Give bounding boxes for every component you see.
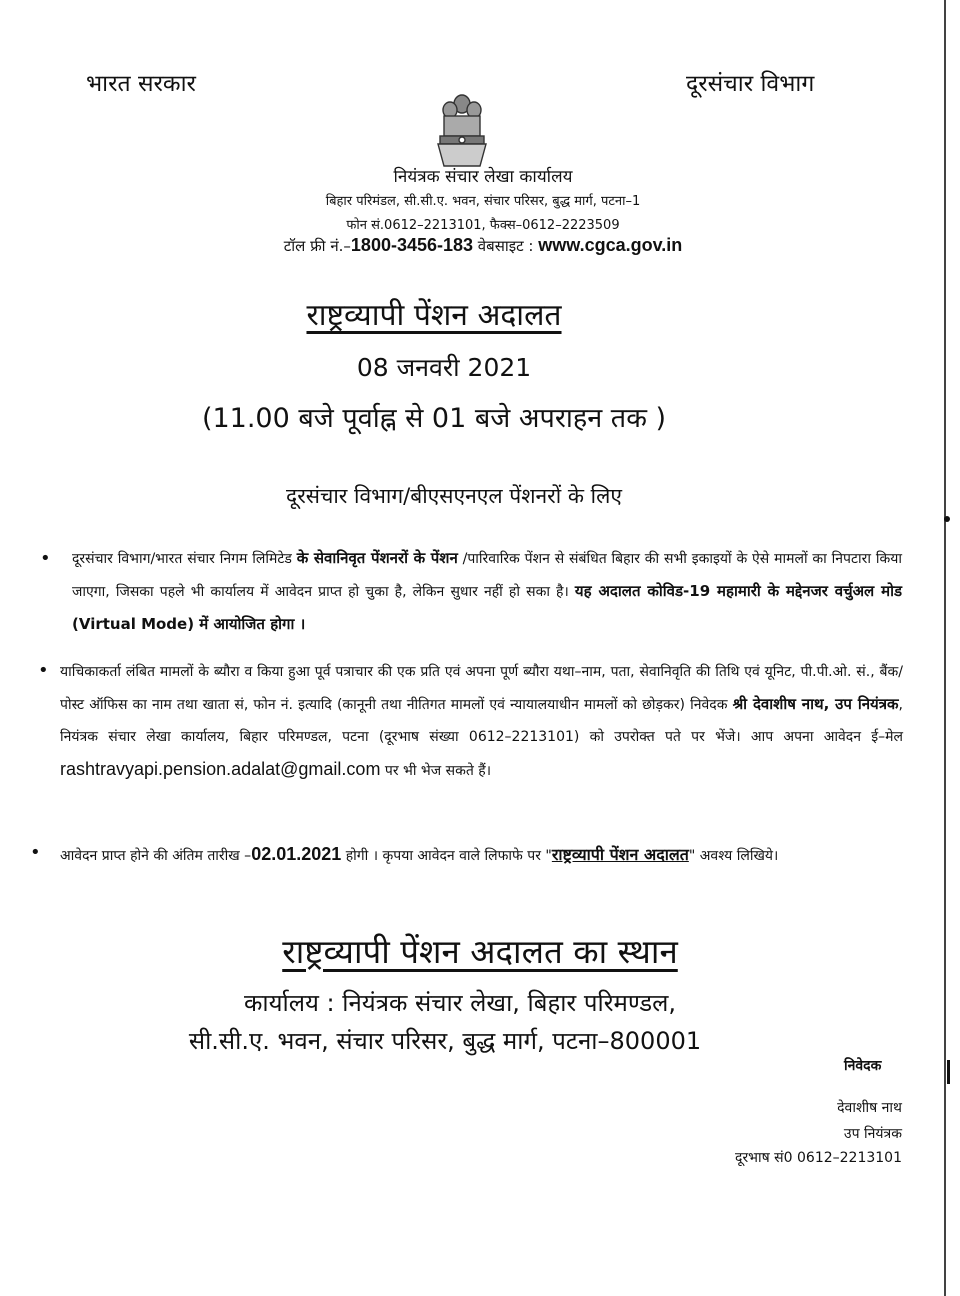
bullet-icon: •	[40, 548, 51, 569]
signatory-designation: उप नियंत्रक	[843, 1126, 902, 1142]
office-phone: फोन सं.0612–2213101, फैक्स–0612–2223509	[346, 218, 620, 233]
bullet-icon: •	[38, 660, 49, 681]
office-toll-free	[3, 235, 960, 256]
scan-mark	[944, 516, 950, 522]
venue-title: राष्ट्रव्यापी पेंशन अदालत का स्थान	[282, 932, 678, 971]
toll-label: टॉल फ्री नं.–	[283, 237, 351, 255]
national-emblem-icon	[430, 92, 494, 170]
venue-address-line-1: कार्यालय : नियंत्रक संचार लेखा, बिहार परिमण्डल,	[243, 989, 677, 1017]
office-address: बिहार परिमंडल, सी.सी.ए. भवन, संचार परिसर, बुद्ध मार्ग, पटना–1	[325, 194, 641, 209]
website-link[interactable]: www.cgca.gov.in	[538, 235, 683, 255]
paragraph-2: याचिकाकर्ता लंबित मामलों के ब्यौरा व किया हुआ पूर्व पत्राचार की एक प्रति एवं अपना पूर्ण ब्यौरा यथा–नाम, पता, सेवानिवृति की तिथि एवं यूनिट, पी.पी.ओ. सं., बैंक/पोस्ट ऑफिस का नाम तथा खाता सं, फोन नं. इत्यादि (कानूनी तथा नीतिगत मामलों एवं न्यायालयाधीन मामलों को छोड़कर) निवेदक श्री देवाशीष नाथ, उप नियंत्रक, नियंत्रक संचार लेखा कार्यालय, बिहार परिमण्डल, पटना (दूरभाष संख्या 0612–2213101) को उपरोक्त पते पर भेंजे। आप अपना आवेदन ई–मेल rashtravyapi.pension.adalat@gmail.com पर भी भेज सकते हैं।	[60, 664, 903, 779]
toll-number: 1800-3456-183	[350, 235, 474, 255]
event-date: 08 जनवरी 2021	[356, 353, 532, 382]
header-left: भारत सरकार	[86, 71, 196, 97]
office-title: नियंत्रक संचार लेखा कार्यालय	[393, 167, 573, 187]
bullet-icon: •	[30, 842, 41, 863]
event-time: (11.00 बजे पूर्वाह्न से 01 बजे अपराहन तक )	[201, 403, 667, 434]
venue-address-line-2: सी.सी.ए. भवन, संचार परिसर, बुद्ध मार्ग, पटना–800001	[188, 1027, 702, 1055]
signature-label: निवेदक	[844, 1058, 882, 1074]
paragraph-1: दूरसंचार विभाग/भारत संचार निगम लिमिटेड के सेवानिवृत पेंशनरों के पेंशन /पारिवारिक पेंशन से संबंधित बिहार की सभी इकाइयों के ऐसे मामलों का निपटारा किया जाएगा, जिसका पहले भी कार्यालय में आवेदन प्राप्त हो चुका है, लेकिन सुधार नहीं हो सका है। यह अदालत कोविड-19 महामारी के मद्देनजर वर्चुअल मोड (Virtual Mode) में आयोजित होगा ।	[72, 549, 902, 633]
signatory-phone: दूरभाष सं0 0612–2213101	[735, 1150, 902, 1166]
signatory-name: देवाशीष नाथ	[837, 1100, 902, 1116]
website-label: वेबसाइट :	[473, 237, 539, 255]
page-title: राष्ट्रव्यापी पेंशन अदालत	[306, 298, 562, 333]
header-right: दूरसंचार विभाग	[686, 71, 815, 97]
audience-line: दूरसंचार विभाग/बीएसएनएल पेंशनरों के लिए	[286, 484, 622, 508]
scan-mark	[947, 1060, 950, 1084]
paragraph-3: आवेदन प्राप्त होने की अंतिम तारीख –02.01.2021 होगी । कृपया आवेदन वाले लिफाफे पर "राष्ट्रव्यापी पेंशन अदालत" अवश्य लिखिये।	[60, 844, 779, 864]
email-link[interactable]: rashtravyapi.pension.adalat@gmail.com	[60, 759, 381, 779]
